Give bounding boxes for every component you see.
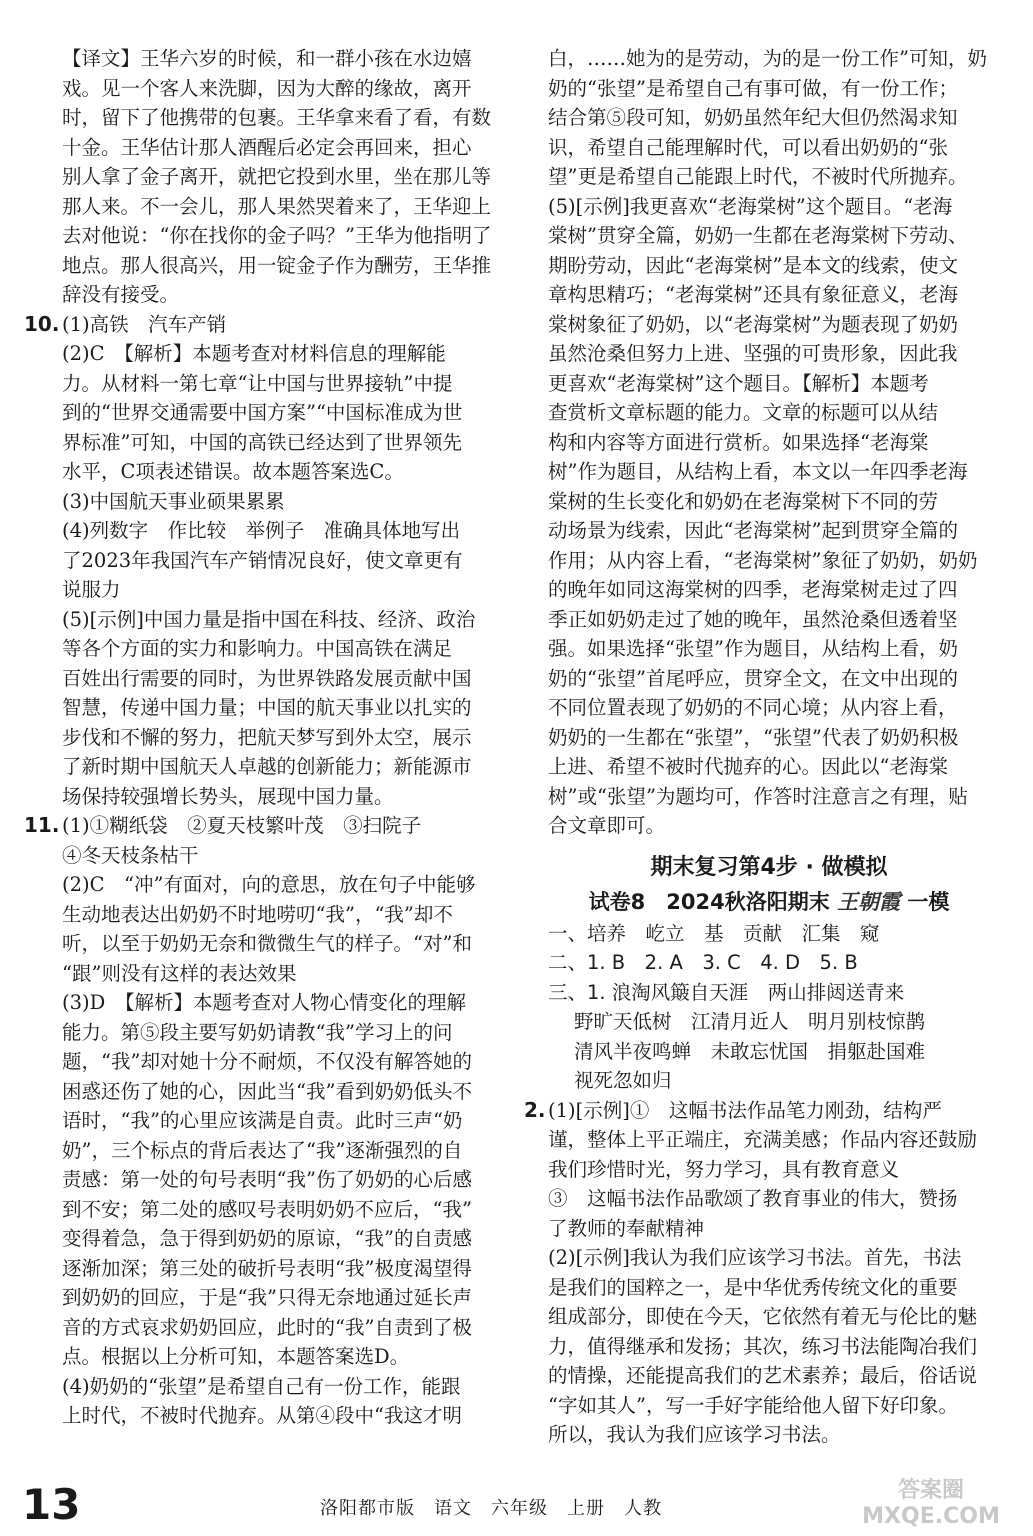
continued-answer-block: [548, 44, 990, 841]
q2-line: 是我们的国粹之一，是中华优秀传统文化的重要: [548, 1275, 958, 1299]
q11-line-text: (1)①糊纸袋 ②夏天枝繁叶茂 ③扫院子: [62, 814, 422, 837]
q11-line: “跟”则没有这样的表达效果: [62, 961, 297, 985]
continued-line: 结合第⑤段可知，奶奶虽然年纪大但仍然渴求知: [548, 106, 958, 129]
part-three-line: 三、1. 浪淘风簸自天涯 两山排闼送青来: [548, 980, 905, 1004]
q2-line: 所以，我认为我们应该学习书法。: [548, 1423, 841, 1446]
q10-line-text: (1)高铁 汽车产销: [62, 312, 227, 336]
page-number: 13: [22, 1480, 81, 1529]
watermark-logo: [836, 1478, 1026, 1532]
q2-line: 了教师的奉献精神: [548, 1216, 705, 1240]
continued-line: 树”或“张望”为题均可，作答时注意言之有理，贴: [548, 784, 968, 808]
watermark-line: MXQE.COM: [862, 1504, 1000, 1529]
continued-line: 棠树象征了奶奶，以“老海棠树”为题表现了奶奶: [548, 312, 958, 336]
q10-number: 10.: [24, 311, 60, 336]
exam-title-prefix: 试卷8 2024秋洛阳期末: [588, 889, 830, 914]
q11-line: 逐渐加深；第三处的破折号表明“我”极度渴望得: [62, 1256, 472, 1280]
continued-line: 树”作为题目，从结构上看，本文以一年四季老海: [548, 460, 968, 483]
q10-line: 场保持较强增长势头，展现中国力量。: [62, 784, 394, 808]
continued-line: 章构思精巧；“老海棠树”还具有象征意义，老海: [548, 283, 958, 306]
left-column: [24, 44, 517, 1431]
translation-line: 那人来。不一会儿，那人果然哭着来了，王华迎上: [62, 194, 492, 218]
q11-line: (3)D 【解析】本题考查对人物心情变化的理解: [62, 991, 467, 1014]
part-three-line: 野旷天低树 江清月近人 明月别枝惊鹊: [574, 1010, 926, 1033]
continued-line: 奶的“张望”首尾呼应，贯穿全文，在文中出现的: [548, 666, 958, 690]
q10-line: 界标准”可知，中国的高铁已经达到了世界领先: [62, 430, 462, 454]
q10-line: (2)C 【解析】本题考查对材料信息的理解能: [62, 342, 446, 365]
q11-line: 听，以至于奶奶无奈和微微生气的样子。“对”和: [62, 932, 472, 955]
continued-line: 作用；从内容上看，“老海棠树”象征了奶奶，奶奶: [548, 548, 978, 572]
q11-line: 生动地表达出奶奶不时地唠叨“我”，“我”却不: [62, 902, 453, 926]
q11-line: 变得着急，急于得到奶奶的原谅，“我”的自责感: [62, 1227, 472, 1250]
continued-line: 望”更是希望自己能跟上时代，不被时代所抛弃。: [548, 165, 968, 188]
continued-line: 的晚年如同这海棠树的四季，老海棠树走过了四: [548, 578, 958, 601]
q2-line: ③ 这幅书法作品歌颂了教育事业的伟大，赞扬: [548, 1187, 958, 1210]
exam-title: [548, 885, 990, 919]
q2-line-text: (1)[示例]① 这幅书法作品笔力刚劲，结构严: [548, 1098, 942, 1122]
continued-line: 奶奶的一生都在“张望”，“张望”代表了奶奶积极: [548, 725, 959, 749]
publisher-logo: 王朝霞: [837, 889, 901, 914]
part-three-line: 视死忽如归: [574, 1069, 672, 1092]
q11-line: 音的方式哀求奶奶回应，此时的“我”自责到了极: [62, 1315, 472, 1339]
q11-line: 点。根据以上分析可知，本题答案选D。: [62, 1345, 410, 1368]
q10-line: [24, 310, 517, 340]
continued-line: 识，希望自己能理解时代，可以看出奶奶的“张: [548, 135, 948, 159]
q2-line: “字如其人”，写一手好字能给他人留下好印象。: [548, 1393, 958, 1417]
translation-line: 别人拿了金子离开，就把它投到水里，坐在那儿等: [62, 165, 492, 188]
q11-line: 困惑还伤了她的心，因此当“我”看到奶奶低头不: [62, 1079, 472, 1103]
part-two-answers: 二、1. B 2. A 3. C 4. D 5. B: [548, 951, 858, 974]
continued-line: 合文章即可。: [548, 814, 666, 837]
q2-line: 的情操，还能提高我们的艺术素养；最后，俗话说: [548, 1364, 978, 1387]
q10-line: (5)[示例]中国力量是指中国在科技、经济、政治: [62, 607, 476, 631]
q11-line: [24, 811, 517, 841]
q11-line: ④冬天枝条枯干: [62, 843, 199, 867]
continued-line: (5)[示例]我更喜欢“老海棠树”这个题目。“老海: [548, 194, 953, 218]
continued-line: 奶的“张望”是希望自己有事可做，有一份工作；: [548, 76, 958, 100]
translation-line: 【译文】王华六岁的时候，和一群小孩在水边嬉: [62, 47, 472, 70]
q10-line: (3)中国航天事业硕果累累: [62, 489, 285, 513]
q10-line: 水平，C项表述错误。故本题答案选C。: [62, 460, 404, 483]
q10-line: 了新时期中国航天人卓越的创新能力；新能源市: [62, 755, 472, 778]
continued-line: 季正如奶奶走过了她的晚年，虽然沧桑但透着坚: [548, 607, 958, 631]
continued-line: 虽然沧桑但努力上进、坚强的可贵形象，因此我: [548, 342, 958, 365]
q10-line: (4)列数字 作比较 举例子 准确具体地写出: [62, 519, 461, 542]
continued-line: 更喜欢“老海棠树”这个题目。【解析】本题考: [548, 371, 929, 395]
q11-line: (4)奶奶的“张望”是希望自己有一份工作，能跟: [62, 1374, 461, 1398]
part-one-answers: 一、培养 屹立 基 贡献 汇集 窥: [548, 921, 880, 945]
question-11: [24, 811, 517, 1431]
continued-line: 强。如果选择“张望”作为题目，从结构上看，奶: [548, 637, 958, 660]
q2-line: (2)[示例]我认为我们应该学习书法。首先，书法: [548, 1246, 962, 1269]
q11-number: 11.: [24, 813, 60, 837]
watermark-line: 答案圈: [897, 1478, 964, 1503]
continued-line: 白，……她为的是劳动，为的是一份工作”可知，奶: [548, 47, 987, 70]
exam-title-suffix: 一模: [907, 889, 950, 914]
section-title: 期末复习第4步 · 做模拟: [650, 854, 888, 880]
q10-line: 到的“世界交通需要中国方案”“中国标准成为世: [62, 401, 463, 424]
continued-line: 棠树”贯穿全篇，奶奶一生都在老海棠树下劳动、: [548, 224, 968, 247]
q10-line: 说服力: [62, 578, 121, 601]
continued-line: 查赏析文章标题的能力。文章的标题可以从结: [548, 401, 939, 424]
q11-line: (2)C “冲”有面对，向的意思，放在句子中能够: [62, 873, 476, 896]
continued-line: 不同位置表现了奶奶的不同心境；从内容上看，: [548, 696, 958, 719]
q10-line: 力。从材料一第七章“让中国与世界接轨”中提: [62, 371, 453, 395]
translation-line: 辞没有接受。: [62, 283, 180, 306]
continued-line: 动场景为线索，因此“老海棠树”起到贯穿全篇的: [548, 519, 958, 542]
q10-line: 了2023年我国汽车产销情况良好，使文章更有: [62, 548, 463, 572]
q11-line: 上时代，不被时代抛弃。从第④段中“我这才明: [62, 1404, 462, 1427]
question-10: [24, 310, 517, 812]
q11-line: 能力。第⑤段主要写奶奶请教“我”学习上的问: [62, 1020, 453, 1044]
q11-line: 到不安；第二处的感叹号表明奶奶不应后，“我”: [62, 1197, 472, 1221]
q2-line: 力，值得继承和发扬；其次，练习书法能陶冶我们: [548, 1334, 978, 1358]
footer-text: 洛阳都市版 语文 六年级 上册 人教: [320, 1498, 662, 1519]
right-column: [524, 44, 990, 1450]
continued-line: 期盼劳动，因此“老海棠树”是本文的线索，使文: [548, 253, 958, 277]
q11-line: 到奶奶的回应，于是“我”只得无奈地通过延长声: [62, 1286, 472, 1309]
q10-line: 智慧，传递中国力量；中国的航天事业以扎实的: [62, 696, 472, 719]
q2-number: 2.: [524, 1097, 546, 1122]
translation-line: 戏。见一个客人来洗脚，因为大醉的缘故，离开: [62, 76, 472, 100]
q10-line: 步伐和不懈的努力，把航天梦写到外太空，展示: [62, 725, 472, 749]
translation-block: [62, 44, 517, 310]
q2-line: 我们珍惜时光，努力学习，具有教育意义: [548, 1157, 900, 1181]
continued-line: 棠树的生长变化和奶奶在老海棠树下不同的劳: [548, 489, 939, 513]
translation-line: 十金。王华估计那人酒醒后必定会再回来，担心: [62, 135, 472, 159]
answer-key: [548, 919, 990, 1096]
q11-line: 责感：第一处的句号表明“我”伤了奶奶的心后感: [62, 1168, 472, 1191]
q11-line: 语时，“我”的心里应该满是自责。此时三声“奶: [62, 1109, 463, 1132]
q2-line: [524, 1096, 990, 1126]
q11-line: 奶”，三个标点的背后表达了“我”逐渐强烈的自: [62, 1138, 463, 1162]
q2-line: 谨，整体上平正端庄，充满美感；作品内容还鼓励: [548, 1128, 978, 1151]
translation-line: 去对他说：“你在找你的金子吗？”王华为他指明了: [62, 224, 492, 247]
translation-line: 地点。那人很高兴，用一锭金子作为酬劳，王华推: [62, 253, 492, 277]
question-2: [524, 1096, 990, 1450]
q11-line: 题，“我”却对她十分不耐烦，不仅没有解答她的: [62, 1050, 472, 1073]
q10-line: 等各个方面的实力和影响力。中国高铁在满足: [62, 637, 453, 660]
part-three-line: 清风半夜鸣蝉 未敢忘忧国 捐躯赴国难: [574, 1039, 926, 1063]
continued-line: 上进、希望不被时代抛弃的心。因此以“老海棠: [548, 755, 948, 778]
q2-line: 组成部分，即使在今天，它依然有着无与伦比的魅: [548, 1305, 978, 1328]
q10-line: 百姓出行需要的同时，为世界铁路发展贡献中国: [62, 666, 472, 690]
continued-line: 构和内容等方面进行赏析。如果选择“老海棠: [548, 430, 929, 454]
translation-line: 时，留下了他携带的包裹。王华拿来看了看，有数: [62, 106, 492, 129]
